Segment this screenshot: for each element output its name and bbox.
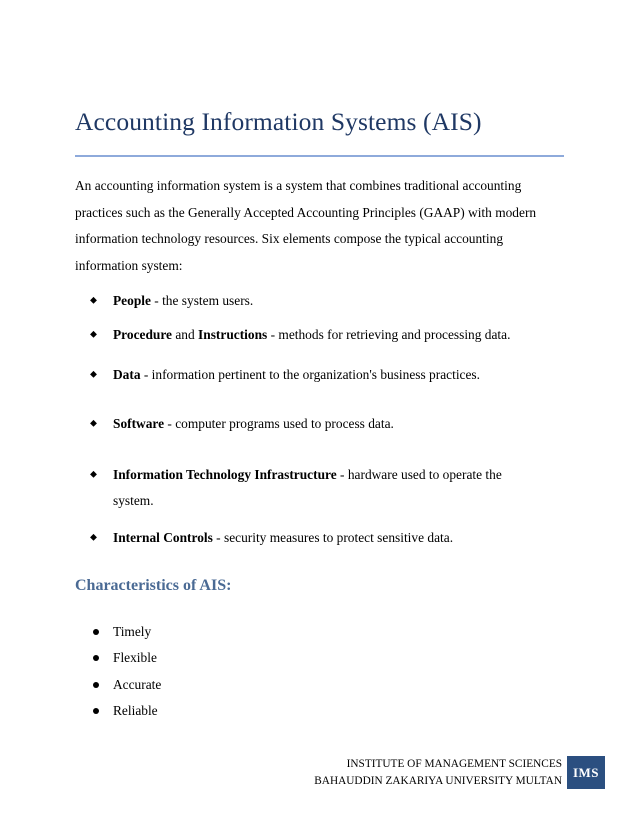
bullet-dot-icon bbox=[93, 629, 99, 635]
arrow-bullet-icon: ⬥ bbox=[90, 418, 97, 429]
footer-university: BAHAUDDIN ZAKARIYA UNIVERSITY MULTAN bbox=[314, 775, 562, 787]
arrow-bullet-icon: ⬥ bbox=[90, 532, 97, 543]
bullet-dot-icon bbox=[93, 682, 99, 688]
page-footer bbox=[314, 756, 562, 790]
arrow-bullet-icon: ⬥ bbox=[90, 329, 97, 340]
element-desc: - hardware used to operate the system. bbox=[113, 467, 502, 508]
intro-paragraph: An accounting information system is a system that combines traditional accounting practices such as the Generally Accepted Accounting Principles (GAAP) with modern information technology resources. Six elements compose the typical accounting information system: bbox=[75, 178, 537, 273]
title-underline bbox=[75, 155, 564, 157]
element-term: People bbox=[113, 293, 151, 308]
element-conjunction: and bbox=[172, 327, 199, 342]
bullet-dot-icon bbox=[93, 655, 99, 661]
characteristic-label: Flexible bbox=[113, 650, 157, 665]
page-title: Accounting Information Systems (AIS) bbox=[75, 107, 482, 136]
characteristic-label: Reliable bbox=[113, 703, 158, 718]
characteristic-label: Timely bbox=[113, 624, 152, 639]
element-desc: - the system users. bbox=[150, 293, 254, 308]
footer-institute: INSTITUTE OF MANAGEMENT SCIENCES bbox=[346, 758, 562, 770]
element-desc: - security measures to protect sensitive data. bbox=[212, 530, 454, 545]
characteristics-heading: Characteristics of AIS: bbox=[75, 577, 232, 594]
arrow-bullet-icon: ⬥ bbox=[90, 469, 97, 480]
arrow-bullet-icon: ⬥ bbox=[90, 295, 97, 306]
bullet-dot-icon bbox=[93, 708, 99, 714]
element-desc: - computer programs used to process data. bbox=[164, 416, 394, 431]
ims-logo: IMS bbox=[567, 756, 605, 789]
element-term-2: Instructions bbox=[198, 327, 268, 342]
arrow-bullet-icon: ⬥ bbox=[90, 369, 97, 380]
element-desc: - information pertinent to the organization's business practices. bbox=[140, 367, 480, 382]
element-term: Procedure bbox=[113, 327, 173, 342]
element-desc: - methods for retrieving and processing data. bbox=[267, 327, 511, 342]
element-term: Data bbox=[113, 367, 141, 382]
characteristic-label: Accurate bbox=[113, 677, 162, 692]
element-term: Software bbox=[113, 416, 165, 431]
element-term: Internal Controls bbox=[113, 530, 213, 545]
element-term: Information Technology Infrastructure bbox=[113, 467, 337, 482]
